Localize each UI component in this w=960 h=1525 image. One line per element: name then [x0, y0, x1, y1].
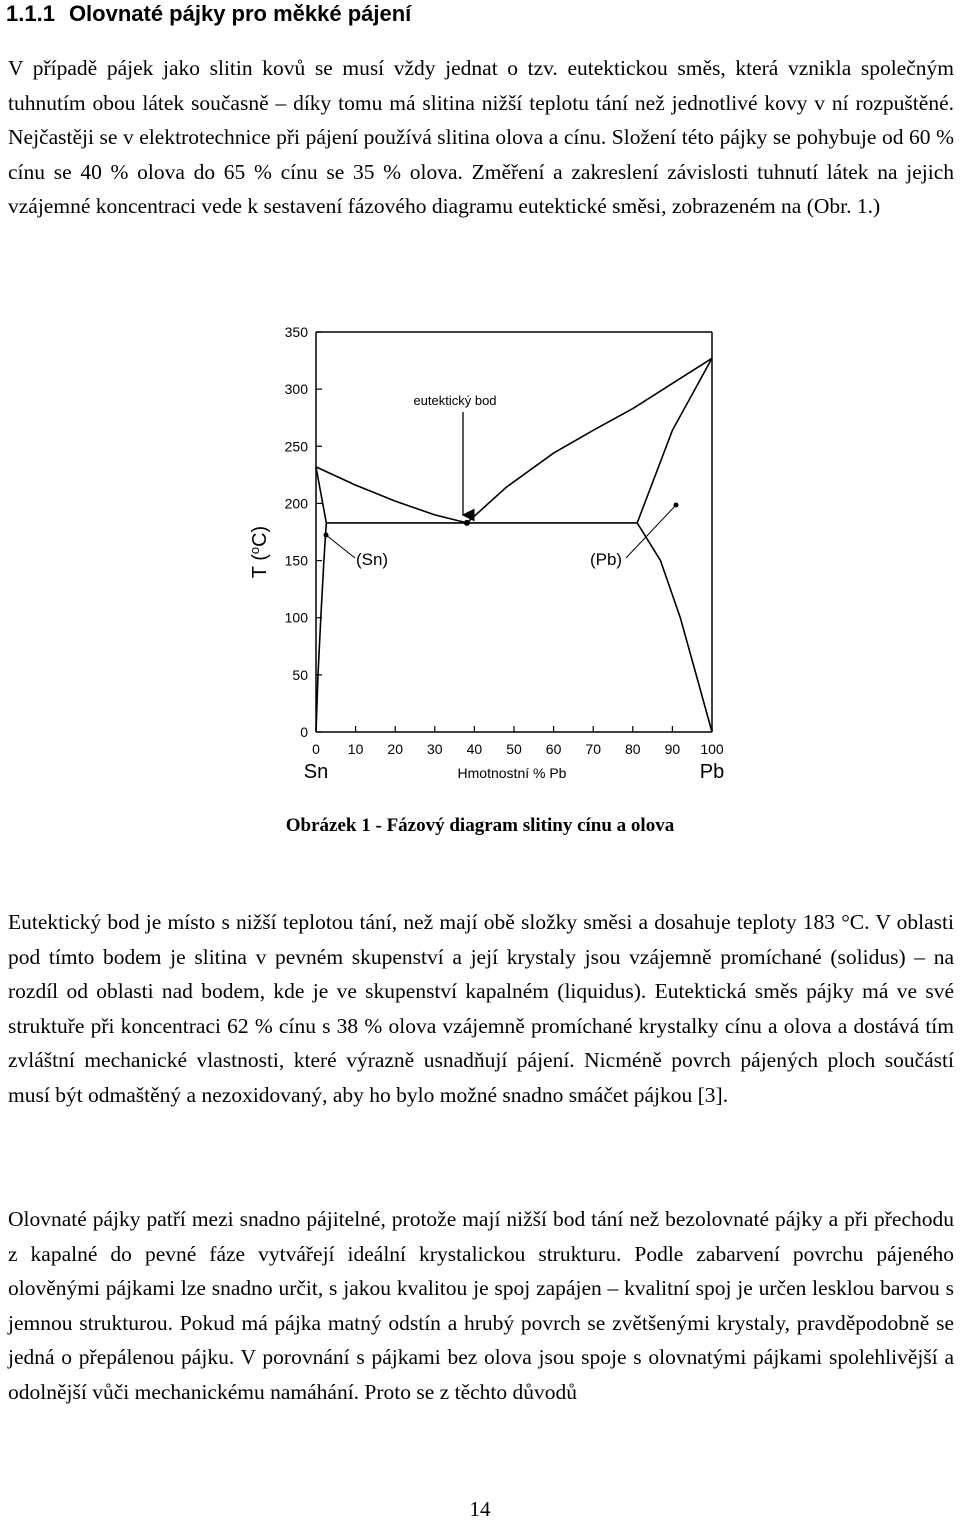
liquidus-sn-side	[316, 467, 467, 523]
eutectic-point-label: eutektický bod	[413, 393, 497, 408]
pb-phase-pointer	[626, 505, 676, 558]
x-tick-label: 60	[545, 741, 562, 757]
solvus-pb-side	[637, 523, 712, 732]
y-tick-label: 100	[284, 609, 308, 626]
y-tick-label: 300	[284, 381, 308, 398]
paragraph-eutectic: Eutektický bod je místo s nižší teplotou tání, než mají obě složky směsi a dosahuje teploty 183 °C. V oblasti pod tímto bodem je slitina v pevném skupenství a její krystaly jsou vzájemně promíchané (solidus) – na rozdíl od oblasti nad bodem, kde je ve skupenství kapalném (liquidus). Eutektická směs pájky má ve své struktuře při koncentraci 62 % cínu s 38 % olova vzájemně promíchané krystalky cínu a olova a dostává tím zvláštní mechanické vlastnosti, které výrazně usnadňují pájení. Nicméně povrch pájených ploch součástí musí být odmaštěný a nezoxidovaný, aby ho bylo možné snadno smáčet pájkou [3].	[8, 910, 954, 1107]
solvus-sn-side	[316, 523, 326, 732]
y-tick-label: 350	[284, 324, 308, 340]
paragraph-intro: V případě pájek jako slitin kovů se musí vždy jednat o tzv. eutektickou směs, která vznikla společným tuhnutím obou látek současně – díky tomu má slitina nižší teplotu tání než jednotlivé kovy v ní rozpuštěné. Nejčastěji se v elektrotechnice při pájení používá slitina olova a cínu. Složení této pájky se pohybuje od 60 % cínu se 40 % olova do 65 % cínu se 35 % olova. Změření a zakreslení závislosti tuhnutí látek na jejich vzájemné koncentraci vede k sestavení fázového diagramu eutektické směsi, zobrazeném na (Obr. 1.)	[8, 56, 954, 218]
sn-phase-label: (Sn)	[355, 550, 389, 569]
liquidus-pb-side	[467, 358, 712, 523]
section-number: 1.1.1	[6, 1, 55, 26]
y-tick-label: 50	[292, 666, 308, 683]
figure-caption: Obrázek 1 - Fázový diagram slitiny cínu a olova	[285, 815, 675, 836]
x-tick-label: 40	[466, 741, 483, 757]
eutectic-point	[464, 520, 470, 526]
solidus-pb-side	[637, 358, 712, 523]
x-tick-label: 20	[387, 741, 403, 757]
y-tick-label: 0	[300, 724, 308, 740]
x-tick-label: 0	[312, 741, 320, 757]
solidus-sn-side	[316, 467, 326, 523]
x-tick-label: 10	[347, 741, 364, 757]
y-tick-label: 200	[284, 495, 308, 512]
phase-diagram-chart	[0, 320, 960, 800]
y-tick-label: 150	[284, 552, 308, 569]
x-tick-label: 50	[506, 741, 522, 757]
x-tick-label: 70	[585, 741, 601, 757]
x-end-label-sn: Sn	[303, 761, 329, 783]
section-title: Olovnaté pájky pro měkké pájení	[68, 1, 412, 26]
paragraph-lead-solders: Olovnaté pájky patří mezi snadno pájitelné, protože mají nižší bod tání než bezolovnaté pájky a při přechodu z kapalné do pevné fáze vytvářejí ideální krystalickou strukturu. Podle zabarvení povrchu pájeného olověnými pájkami lze snadno určit, s jakou kvalitou je spoj zapájen – kvalitní spoj je určen lesklou barvou s jemnou strukturou. Pokud má pájka matný odstín a hrubý povrch se zvětšenými krystaly, pravděpodobně se jedná o přepálenou pájku. V porovnání s pájkami bez olova jsou spoje s olovnatými pájkami spolehlivější a odolnější vůči mechanickému namáhání. Proto se z těchto důvodů	[8, 1207, 954, 1404]
x-axis-label: Hmotnostní % Pb	[457, 765, 567, 781]
x-end-label-pb: Pb	[699, 761, 725, 783]
x-tick-label: 80	[625, 741, 641, 757]
x-tick-label: 100	[700, 741, 724, 757]
y-axis-label: T ($^o$C)	[246, 525, 271, 579]
pb-phase-label: (Pb)	[589, 550, 623, 569]
page-number: 14	[469, 1497, 491, 1521]
sn-phase-pointer	[326, 535, 355, 558]
phase-diagram-figure	[0, 320, 960, 800]
y-tick-label: 250	[284, 438, 308, 455]
sn-phase-pointer-dot	[324, 533, 329, 538]
pb-phase-pointer-dot	[674, 503, 679, 508]
section-heading	[6, 0, 411, 28]
x-tick-label: 90	[664, 741, 681, 757]
x-tick-label: 30	[427, 741, 443, 757]
